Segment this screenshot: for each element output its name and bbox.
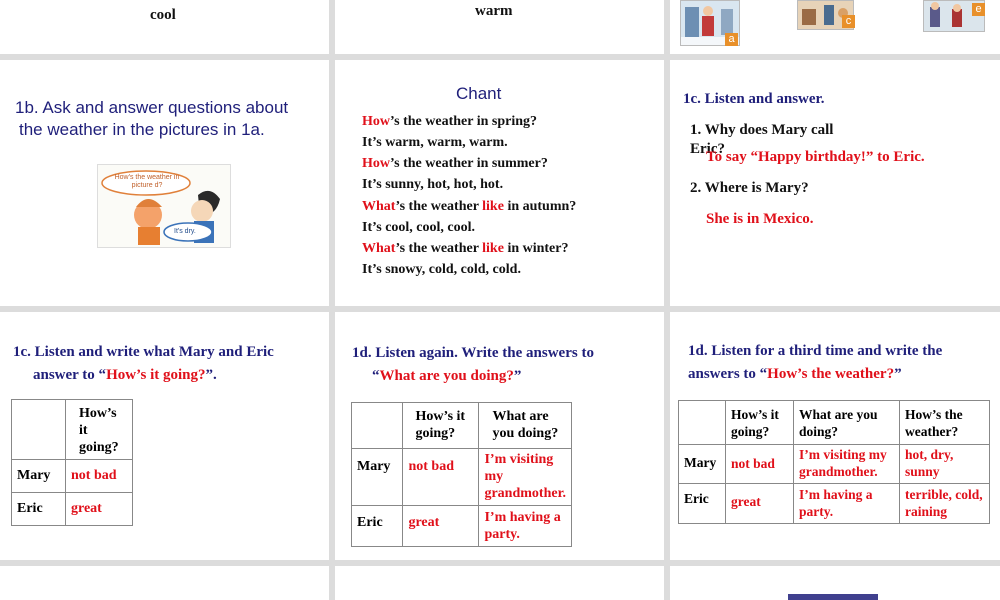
title-prefix: “	[372, 368, 380, 384]
picture-label-c: c	[842, 15, 855, 28]
slide-1b-title-line2: the weather in the pictures in 1a.	[19, 120, 265, 139]
picture-label-e: e	[972, 3, 985, 16]
slide-panel-1b	[0, 60, 329, 306]
table-row	[352, 506, 572, 547]
slide-1d-again-title-line1: 1d. Listen again. Write the answers to	[352, 345, 594, 361]
table-row	[12, 460, 133, 493]
chant-line-3	[362, 156, 548, 172]
slide-panel-r4c3	[670, 566, 1000, 600]
table-header-cell: How’s it going?	[66, 400, 133, 460]
title-suffix: ”.	[205, 367, 217, 383]
answer-table-1d-third	[678, 400, 990, 524]
conversation-illustration	[97, 164, 231, 248]
table-header-row	[12, 400, 133, 460]
table-header-row	[679, 401, 990, 445]
chant-line-6: It’s cool, cool, cool.	[362, 220, 476, 235]
row-answer-cell: great	[726, 484, 794, 524]
chant-line-1-rest: ’s the weather in spring?	[390, 114, 537, 129]
row-answer-cell: I’m visiting my grandmother.	[479, 449, 572, 506]
weather-word-cool: cool	[150, 7, 176, 23]
title-prefix: answers to “	[688, 366, 768, 382]
row-name-cell: Mary	[352, 449, 403, 506]
row-name-cell: Eric	[352, 506, 403, 547]
slide-panel-r1c3	[670, 0, 1000, 54]
slide-1b-title-line1: 1b. Ask and answer questions about	[15, 98, 289, 117]
row-answer-cell: not bad	[726, 445, 794, 484]
chant-line-3-red: How	[362, 156, 390, 171]
chant-line-7-red: What	[362, 241, 396, 256]
chant-line-1-red: How	[362, 114, 390, 129]
row-answer-cell: I’m having a party.	[794, 484, 900, 524]
cut-off-title-fragment	[788, 594, 878, 600]
chant-line-5-red2: like	[482, 199, 504, 214]
answer-2: She is in Mexico.	[706, 211, 814, 227]
slide-1d-again-title-line2	[372, 368, 521, 385]
slide-panel-1c-write	[0, 312, 329, 560]
row-name-cell: Eric	[12, 493, 66, 526]
row-answer-cell: I’m having a party.	[479, 506, 572, 547]
slide-panel-r4c1	[0, 566, 329, 600]
chant-line-5-mid: ’s the weather	[395, 199, 483, 214]
row-answer-cell: not bad	[403, 449, 479, 506]
slide-panel-r1c2	[335, 0, 664, 54]
bubble-answer-text: It's dry.	[174, 228, 196, 235]
chant-line-2: It’s warm, warm, warm.	[362, 135, 508, 150]
slide-1d-third-title-line2	[688, 366, 902, 383]
table-header-cell	[352, 403, 403, 449]
answer-table-1c	[11, 399, 133, 526]
title-suffix: ”	[894, 366, 902, 382]
table-header-cell: How’s the weather?	[900, 401, 990, 445]
chant-line-5-red: What	[362, 199, 396, 214]
title-suffix: ”	[513, 368, 522, 384]
chant-line-8: It’s snowy, cold, cold, cold.	[362, 262, 521, 277]
table-header-cell: What are you doing?	[794, 401, 900, 445]
table-row	[12, 493, 133, 526]
table-row	[679, 484, 990, 524]
chant-line-5	[362, 199, 576, 215]
row-name-cell: Mary	[679, 445, 726, 484]
chant-line-7-mid: ’s the weather	[395, 241, 483, 256]
question-2: 2. Where is Mary?	[690, 180, 809, 196]
table-header-row	[352, 403, 572, 449]
table-row	[679, 445, 990, 484]
answer-table-1d-again	[351, 402, 572, 547]
table-header-cell: How’s it going?	[726, 401, 794, 445]
row-answer-cell: I’m visiting my grandmother.	[794, 445, 900, 484]
chant-line-7	[362, 241, 569, 257]
chant-line-7-rest: in winter?	[503, 241, 569, 256]
picture-label-a: a	[725, 33, 738, 46]
slide-panel-1d-third	[670, 312, 1000, 560]
row-answer-cell: great	[66, 493, 133, 526]
table-header-cell	[12, 400, 66, 460]
slide-1c-write-title-line1: 1c. Listen and write what Mary and Eric	[13, 344, 274, 360]
row-name-cell: Eric	[679, 484, 726, 524]
table-header-cell: How’s it going?	[403, 403, 479, 449]
chant-line-1	[362, 114, 537, 130]
table-header-cell: What are you doing?	[479, 403, 572, 449]
title-question: How’s it going?	[106, 367, 206, 383]
slide-1c-answer-title: 1c. Listen and answer.	[683, 91, 825, 107]
title-question: What are you doing?	[379, 368, 514, 384]
row-answer-cell: hot, dry, sunny	[900, 445, 990, 484]
chant-line-3-rest: ’s the weather in summer?	[390, 156, 548, 171]
chant-line-4: It’s sunny, hot, hot, hot.	[362, 177, 504, 192]
slide-panel-1d-again	[335, 312, 664, 560]
slide-panel-chant	[335, 60, 664, 306]
row-answer-cell: not bad	[66, 460, 133, 493]
slide-panel-1c-answer	[670, 60, 1000, 306]
row-name-cell: Mary	[12, 460, 66, 493]
title-question: How’s the weather?	[767, 366, 895, 382]
slide-panel-r1c1	[0, 0, 329, 54]
table-header-cell	[679, 401, 726, 445]
title-prefix: answer to “	[33, 367, 107, 383]
slide-1c-write-title-line2	[33, 367, 217, 384]
slide-1d-third-title-line1: 1d. Listen for a third time and write the	[688, 343, 943, 359]
bubble-question-text: How's the weather in picture d?	[114, 174, 180, 189]
answer-1: To say “Happy birthday!” to Eric.	[706, 149, 925, 165]
slide-panel-r4c2	[335, 566, 664, 600]
row-answer-cell: great	[403, 506, 479, 547]
chant-line-7-red2: like	[482, 241, 504, 256]
question-1: 1. Why does Mary call Eric?	[690, 122, 834, 157]
chant-line-5-rest: in autumn?	[503, 199, 577, 214]
row-answer-cell: terrible, cold, raining	[900, 484, 990, 524]
weather-word-warm: warm	[475, 3, 513, 19]
table-row	[352, 449, 572, 506]
chant-title: Chant	[456, 84, 502, 103]
